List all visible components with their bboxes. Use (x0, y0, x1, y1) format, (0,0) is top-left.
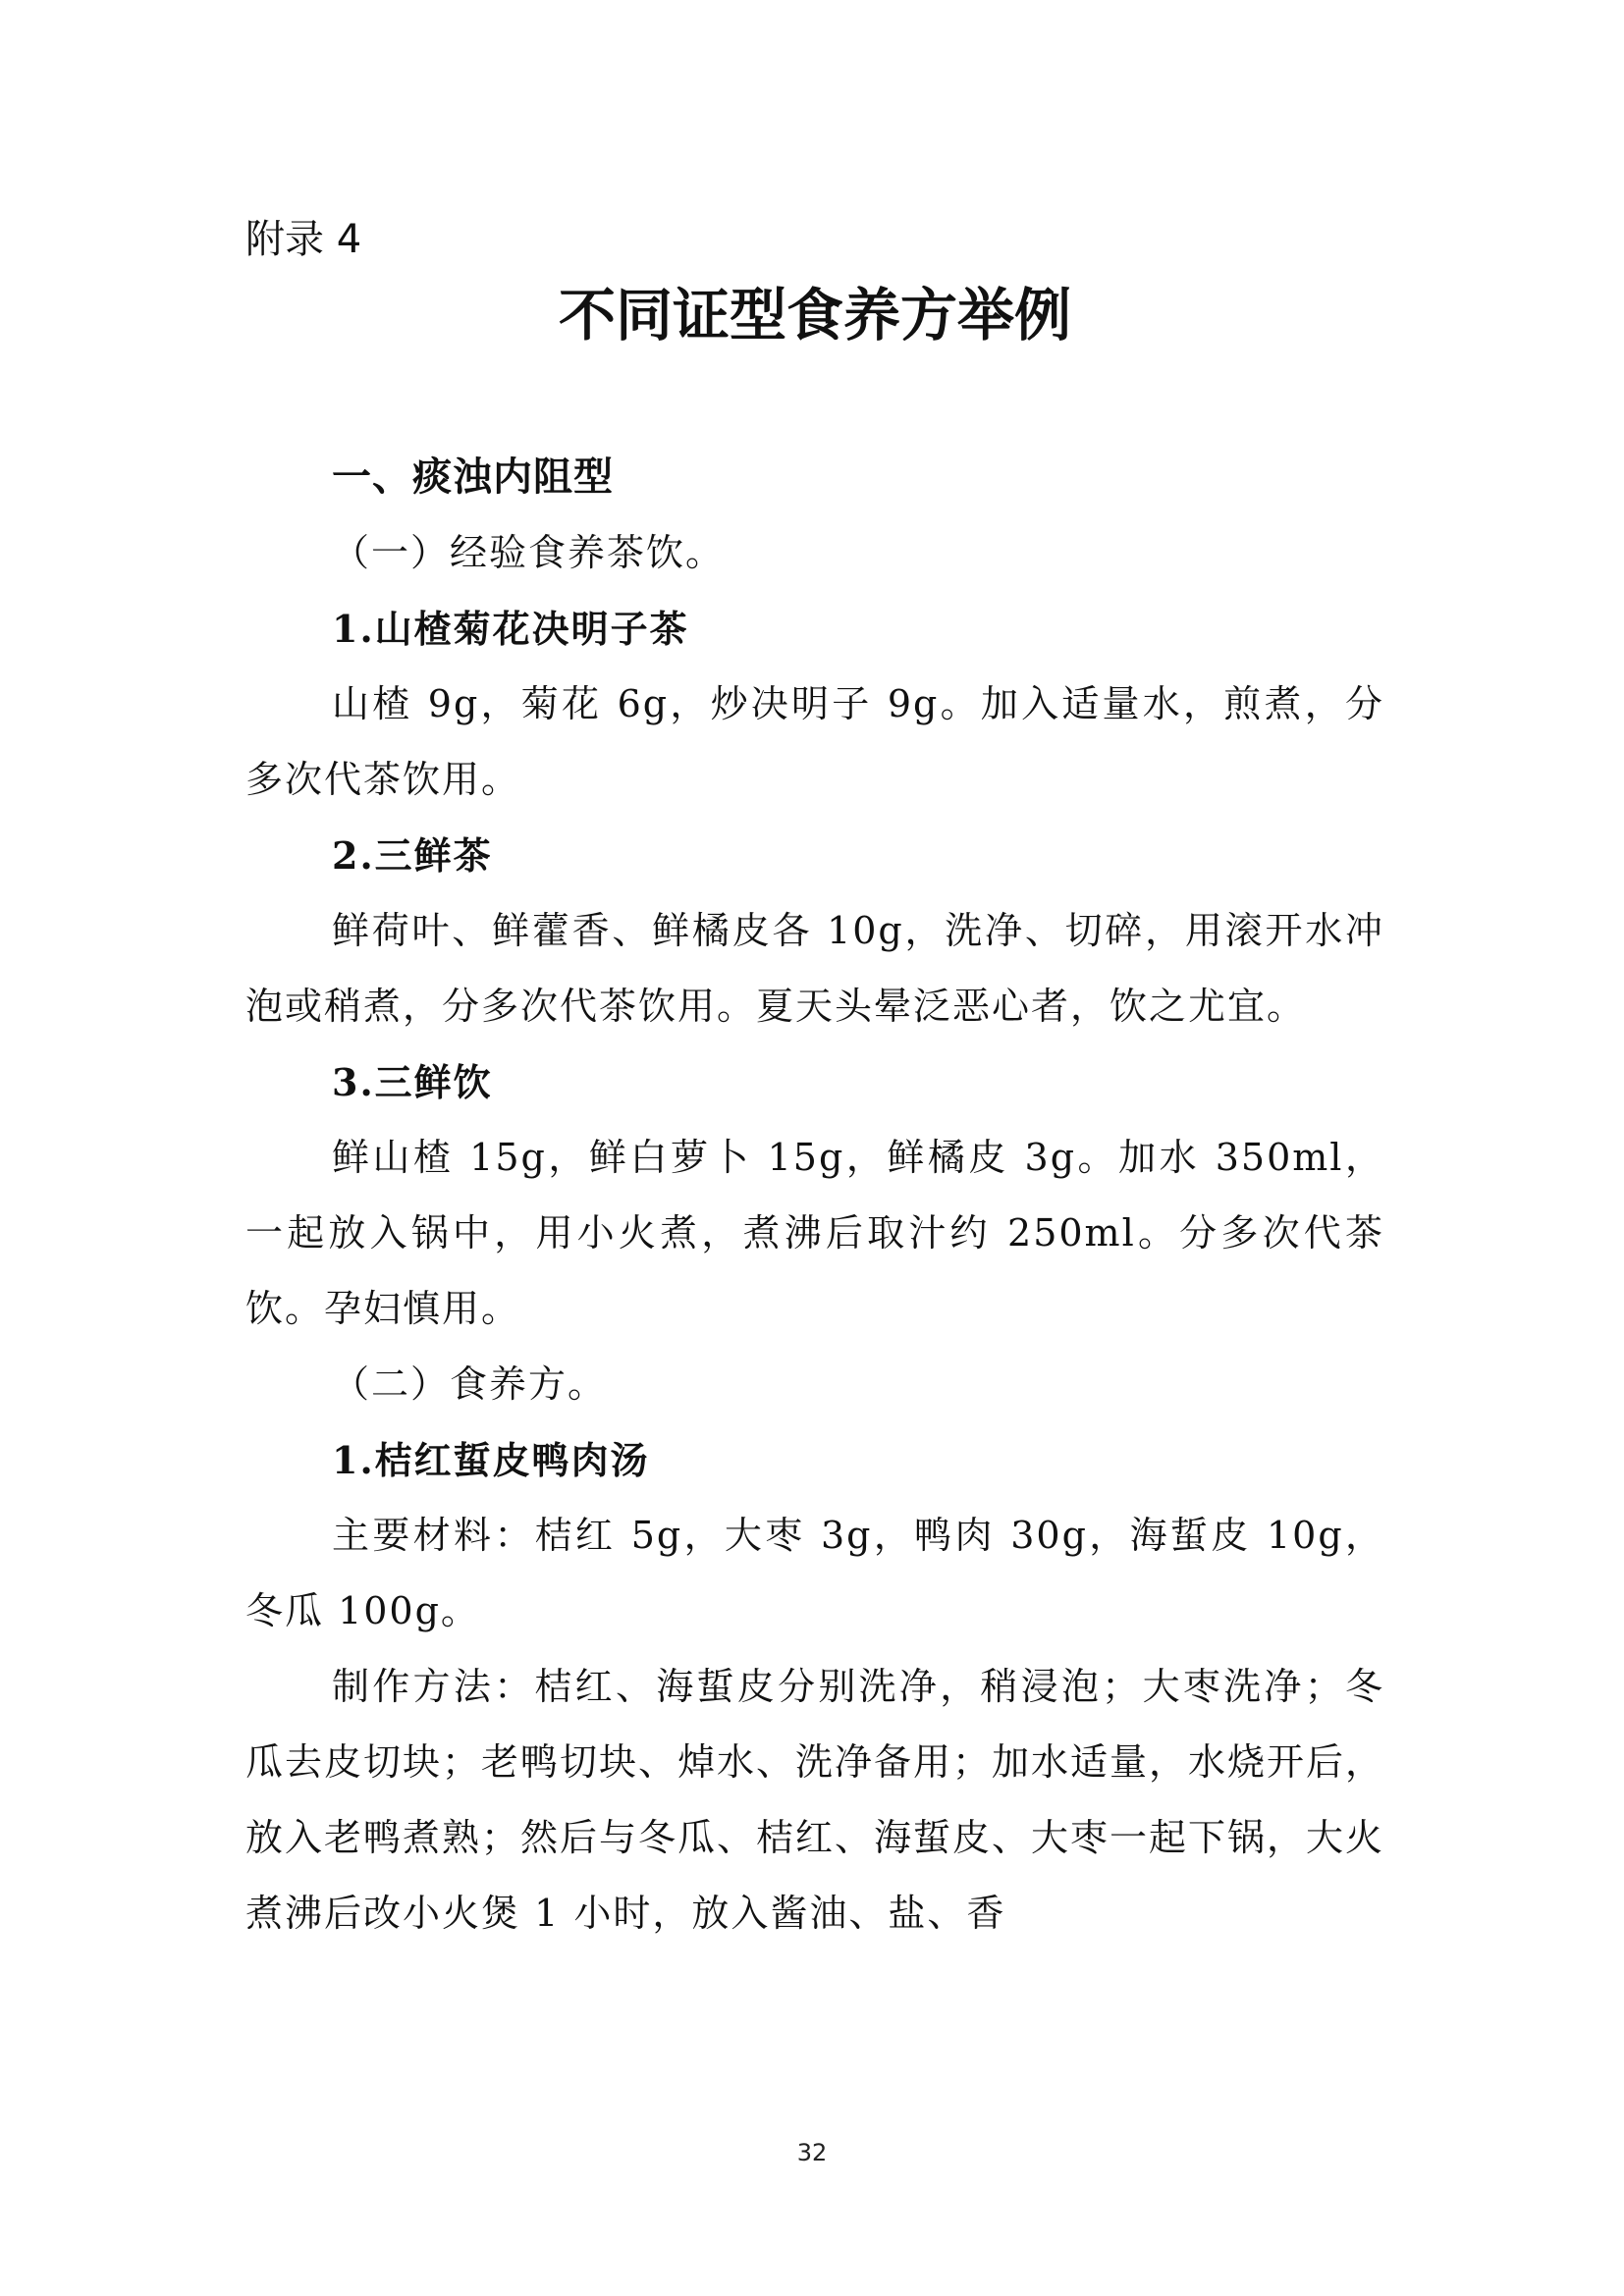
recipe-paragraph: 鲜山楂 15g，鲜白萝卜 15g，鲜橘皮 3g。加水 350ml，一起放入锅中，用小火煮，煮沸后取汁约 250ml。分多次代茶饮。孕妇慎用。 (245, 1136, 1384, 1330)
subsection-heading: （一）经验食养茶饮。 (332, 531, 726, 574)
section-heading: 一、痰浊内阻型 (332, 454, 614, 500)
recipe-title: 2.三鲜茶 (332, 833, 493, 878)
document-title: 不同证型食养方举例 (558, 282, 1071, 348)
recipe-paragraph: 鲜荷叶、鲜藿香、鲜橘皮各 10g，洗净、切碎，用滚开水冲泡或稍煮，分多次代茶饮用。夏天头晕泛恶心者，饮之尤宜。 (245, 909, 1384, 1028)
recipe-title: 3.三鲜饮 (332, 1060, 493, 1104)
recipe-paragraph: 山楂 9g，菊花 6g，炒决明子 9g。加入适量水，煎煮，分多次代茶饮用。 (245, 682, 1384, 801)
page-number: 32 (796, 2139, 828, 2166)
subsection-heading: （二）食养方。 (332, 1362, 608, 1406)
recipe-title: 1.山楂菊花决明子茶 (332, 607, 689, 651)
recipe-method: 制作方法：桔红、海蜇皮分别洗净，稍浸泡；大枣洗净；冬瓜去皮切块；老鸭切块、焯水、洗净备用；加水适量，水烧开后，放入老鸭煮熟；然后与冬瓜、桔红、海蜇皮、大枣一起下锅，大火煮沸后改小火煲 1 小时，放入酱油、盐、香 (245, 1665, 1385, 1935)
appendix-label: 附录 4 (245, 217, 362, 262)
recipe-title: 1.桔红蜇皮鸭肉汤 (332, 1438, 650, 1482)
document-body (245, 440, 1384, 1951)
recipe-materials: 主要材料：桔红 5g，大枣 3g，鸭肉 30g，海蜇皮 10g，冬瓜 100g。 (245, 1514, 1384, 1632)
document-page (245, 0, 1384, 2296)
